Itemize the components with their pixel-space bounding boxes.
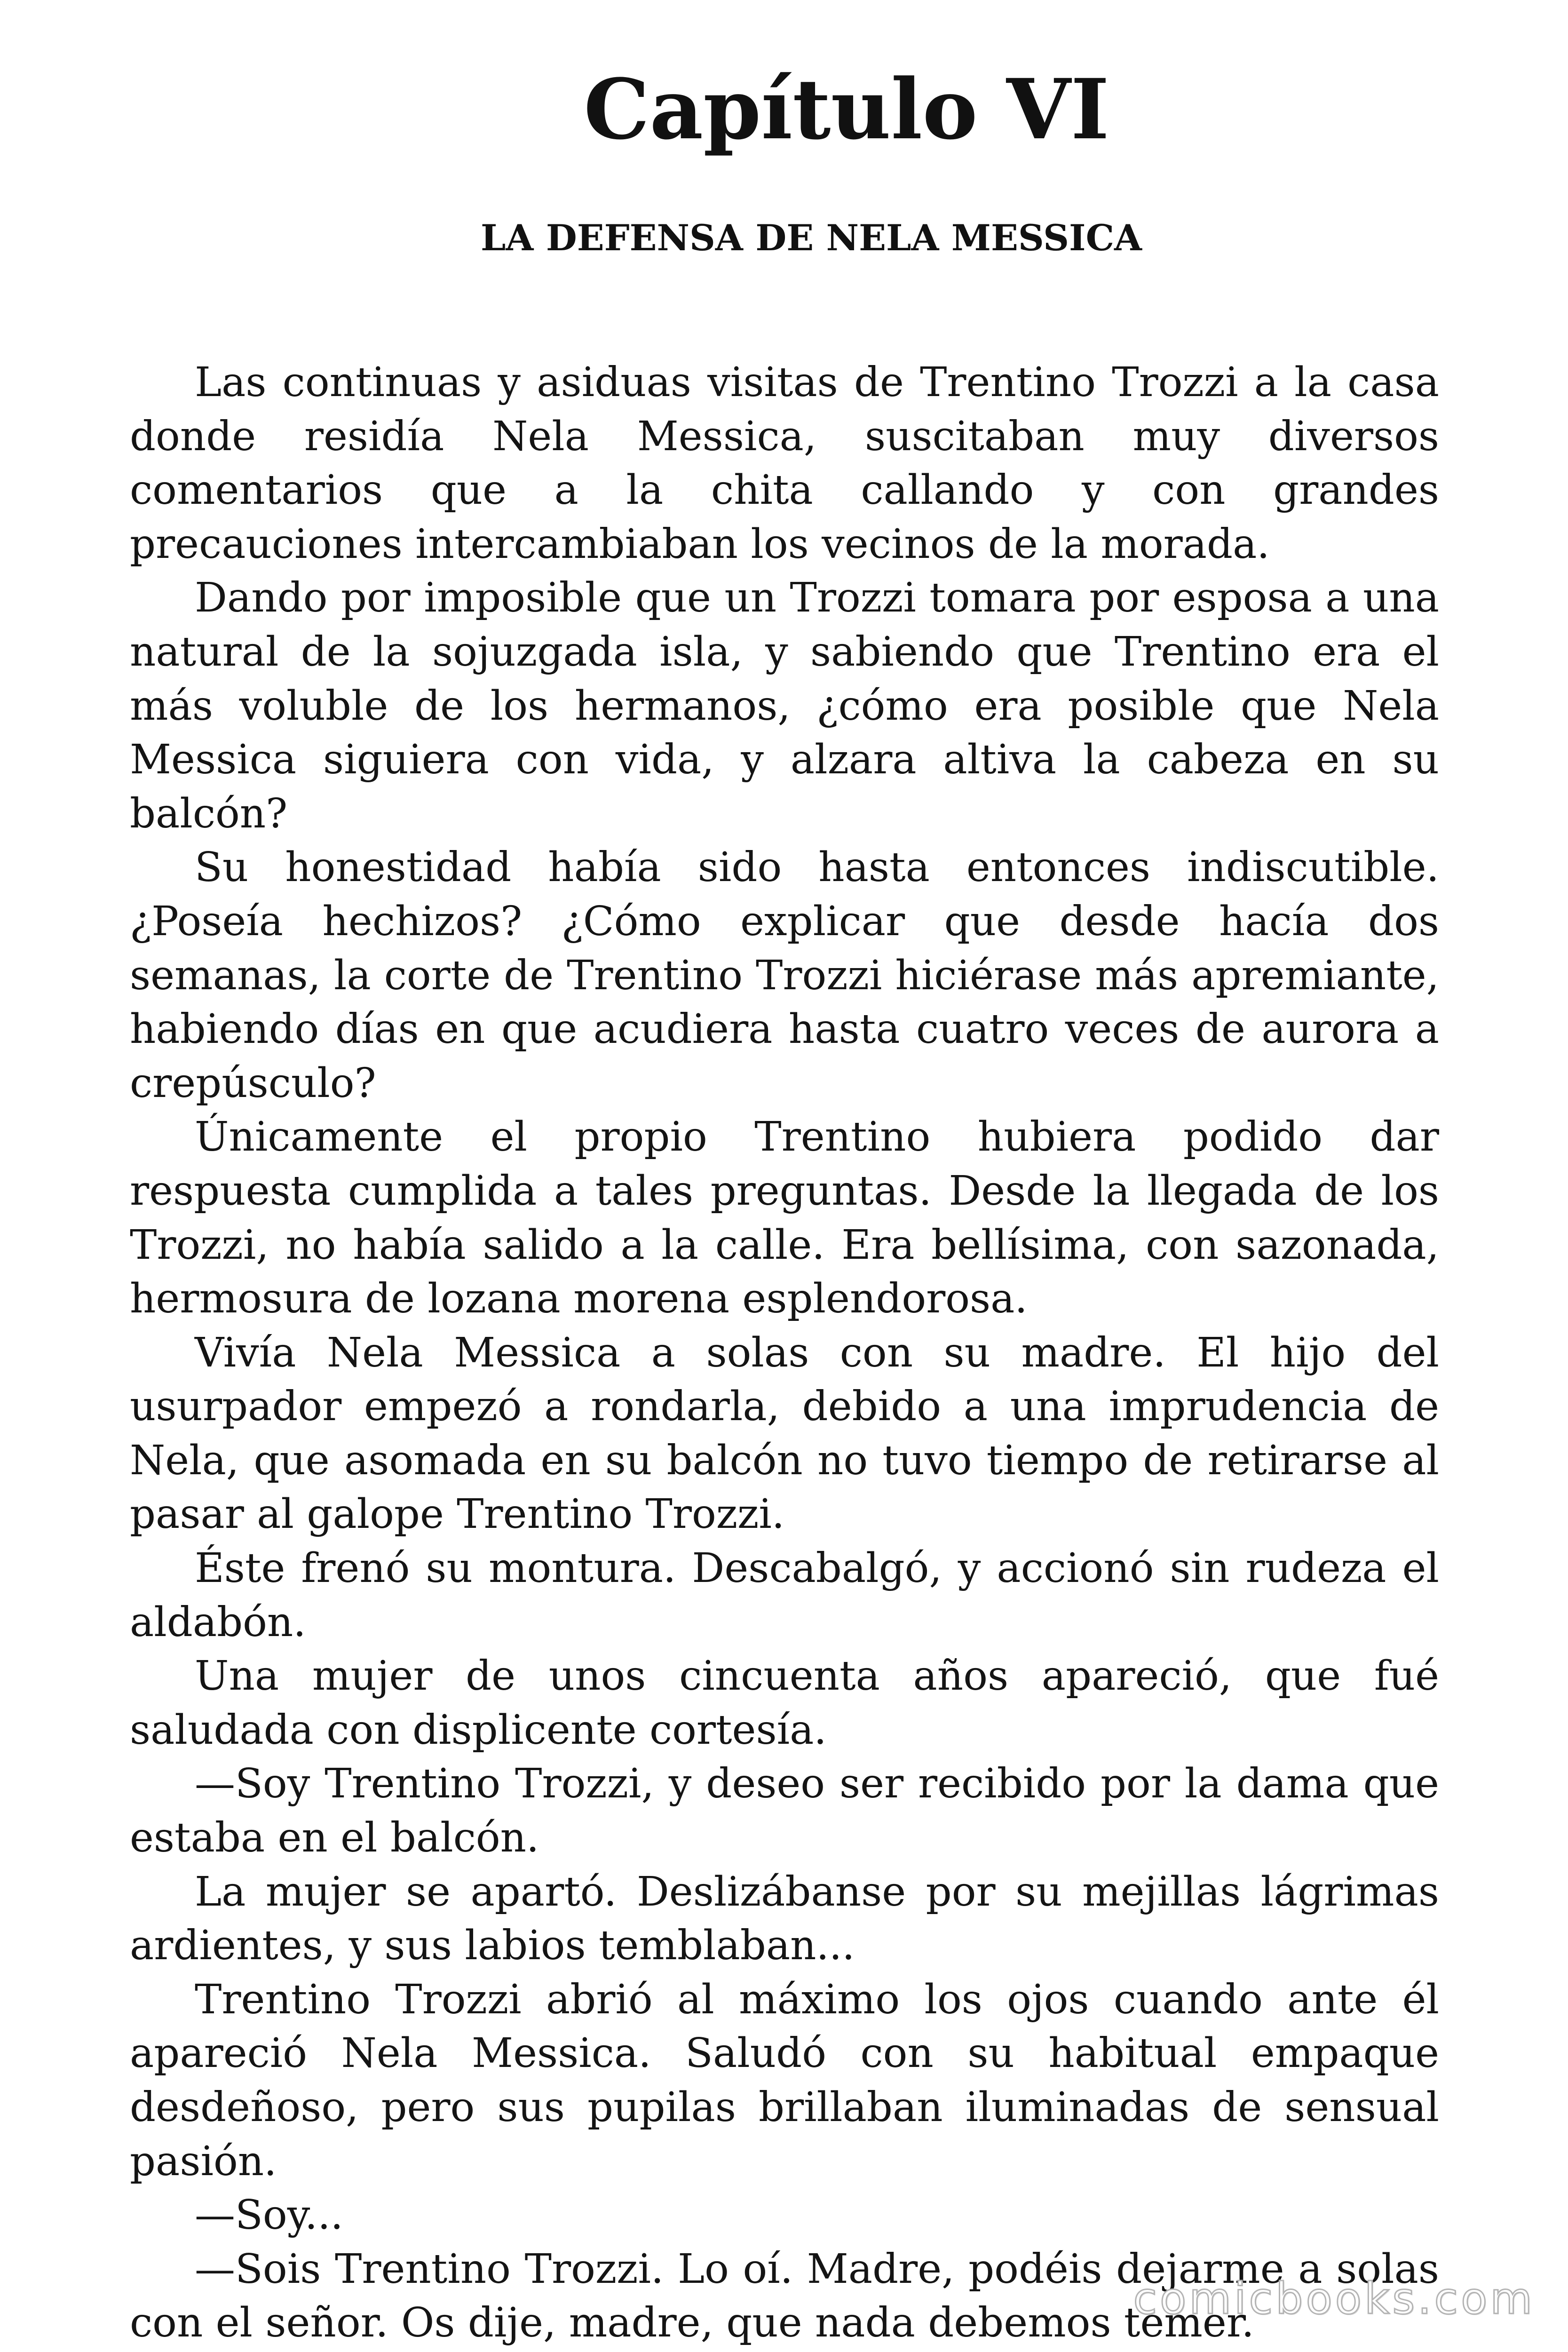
watermark: comicbooks.com (1133, 2273, 1535, 2324)
paragraph: Dando por imposible que un Trozzi tomara por esposa a una natural de la sojuzgada isla, y sabiendo que Trentino era el más voluble de los hermanos, ¿cómo era posible que Nela Messica siguiera con vida, y alzara altiva la cabeza en su balcón? (130, 574, 1439, 837)
paragraph: Trentino Trozzi abrió al máximo los ojos cuando ante él apareció Nela Messica. Saludó con su habitual empaque desdeñoso, pero sus pupilas brillaban iluminadas de sensual pasión. (130, 1976, 1439, 2185)
paragraph: Únicamente el propio Trentino hubiera podido dar respuesta cumplida a tales preguntas. Desde la llegada de los Trozzi, no había salido a la calle. Era bellísima, con sazonada, hermosura de lozana morena esplendorosa. (130, 1113, 1439, 1323)
paragraph: —Soy Trentino Trozzi, y deseo ser recibido por la dama que estaba en el balcón. (130, 1760, 1439, 1862)
paragraph: Éste frenó su montura. Descabalgó, y accionó sin rudeza el aldabón. (130, 1545, 1439, 1646)
paragraph (130, 2350, 1439, 2352)
paragraph: Una mujer de unos cincuenta años apareció, que fué saludada con displicente cortesía. (130, 1653, 1439, 1754)
chapter-title: Capítulo VI (584, 61, 1109, 158)
paragraph: Vivía Nela Messica a solas con su madre. El hijo del usurpador empezó a rondarla, debido a una imprudencia de Nela, que asomada en su balcón no tuvo tiempo de retirarse al pasar al galope Trentino Trozzi. (130, 1329, 1439, 1538)
paragraph: —Soy... (195, 2192, 343, 2239)
paragraph: —Sois Trentino Trozzi. Lo oí. Madre, podéis dejarme a solas con el señor. Os dije, madre, que nada debemos temer. (130, 2245, 1439, 2347)
paragraph: Las continuas y asiduas visitas de Trentino Trozzi a la casa donde residía Nela Messica, suscitaban muy diversos comentarios que a la chita callando y con grandes precauciones intercambiaban los vecinos de la morada. (130, 359, 1439, 568)
chapter-subtitle: LA DEFENSA DE NELA MESSICA (480, 217, 1142, 259)
paragraph: La mujer se apartó. Deslizábanse por su mejillas lágrimas ardientes, y sus labios temblaban... (130, 1868, 1439, 1970)
chapter-body (130, 356, 1439, 2352)
paragraph: Su honestidad había sido hasta entonces indiscutible. ¿Poseía hechizos? ¿Cómo explicar que desde hacía dos semanas, la corte de Trentino Trozzi hiciérase más apremiante, habiendo días en que acudiera hasta cuatro veces de aurora a crepúsculo? (130, 844, 1439, 1107)
